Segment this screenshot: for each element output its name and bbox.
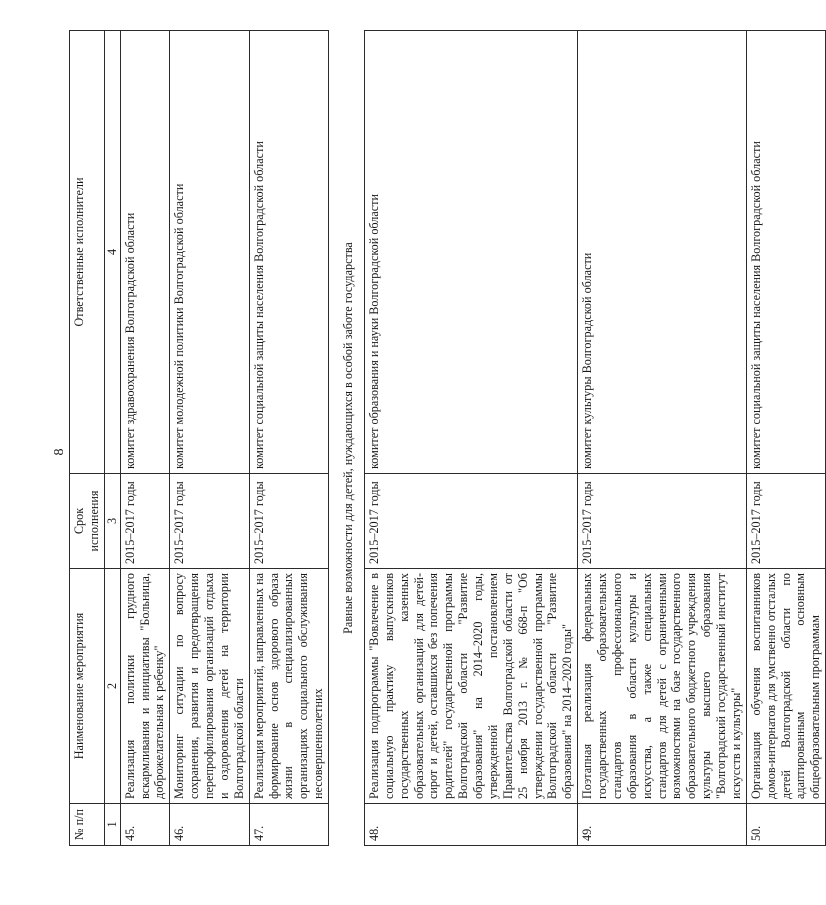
executor: комитет культуры Волгоградской области [578,31,747,474]
measure-name: Реализация политики грудного вскармливания и инициативы "Больница, доброжелательная к ребенку" [120,569,170,804]
row-number: 49. [578,804,747,846]
row-number: 47. [249,804,328,846]
row-number: 48. [364,804,577,846]
column-index: 3 [104,474,120,569]
executor: комитет образования и науки Волгоградской области [364,31,577,474]
column-index: 1 [104,804,120,846]
executor: комитет молодежной политики Волгоградской области [170,31,249,474]
measures-table [69,30,826,846]
header-measure-name: Наименование мероприятия [70,569,105,804]
header-executors: Ответственные исполнители [70,31,105,474]
table-row [170,31,249,846]
section-title: Равные возможности для детей, нуждающихся в особой заботе государства [341,242,355,634]
column-index-row [104,31,120,846]
rotated-table-container [69,31,823,846]
measure-name: Поэтапная реализация федеральных государственных образовательных стандартов профессионального образования в области культуры и искусства, а также специальных стандартов для детей с ограниченными возможностями на базе государственного образовательного бюджетного учреждения культуры высшего образования "Волгоградский государственный институт искусств и культуры" [578,569,747,804]
executor: комитет социальной защиты населения Волгоградской области [746,31,825,474]
term: 2015–2017 годы [578,474,747,569]
table-row [746,31,825,846]
header-number: № п/п [70,804,105,846]
row-number: 45. [120,804,170,846]
term: 2015–2017 годы [364,474,577,569]
table-row [249,31,328,846]
measure-name: Мониторинг ситуации по вопросу сохранения, развития и предотвращения перепрофилирования организаций отдыха и оздоровления детей на территории Волгоградской области [170,569,249,804]
section-heading-row [329,31,365,846]
table-header-row [70,31,105,846]
measure-name: Реализация мероприятий, направленных на формирование основ здорового образа жизни в специализированных организациях социального обслуживания несовершеннолетних [249,569,328,804]
table-row [120,31,170,846]
executor: комитет здравоохранения Волгоградской области [120,31,170,474]
row-number: 50. [746,804,825,846]
term: 2015–2017 годы [746,474,825,569]
column-index: 2 [104,569,120,804]
measure-name: Организация обучения воспитанников домов-интернатов для умственно отсталых детей Волгоградской области по адаптированным основным общеобразовательным программам [746,569,825,804]
term: 2015–2017 годы [120,474,170,569]
row-number: 46. [170,804,249,846]
page-number: 8 [52,448,67,456]
measure-name: Реализация подпрограммы "Вовлечение в социальную практику выпускников государственных казенных образовательных организаций для детей-сирот и детей, оставшихся без попечения родителей" государственной программы Волгоградской области "Развитие образования" на 2014–2020 годы, утвержденной постановлением Правительства Волгоградской области от 25 ноября 2013 г. № 668-п "Об утверждении государственной программы Волгоградской области "Развитие образования" на 2014–2020 годы" [364,569,577,804]
table-row [578,31,747,846]
executor: комитет социальной защиты населения Волгоградской области [249,31,328,474]
column-index: 4 [104,31,120,474]
table-row [364,31,577,846]
term: 2015–2017 годы [249,474,328,569]
term: 2015–2017 годы [170,474,249,569]
header-term: Срок исполнения [70,474,105,569]
